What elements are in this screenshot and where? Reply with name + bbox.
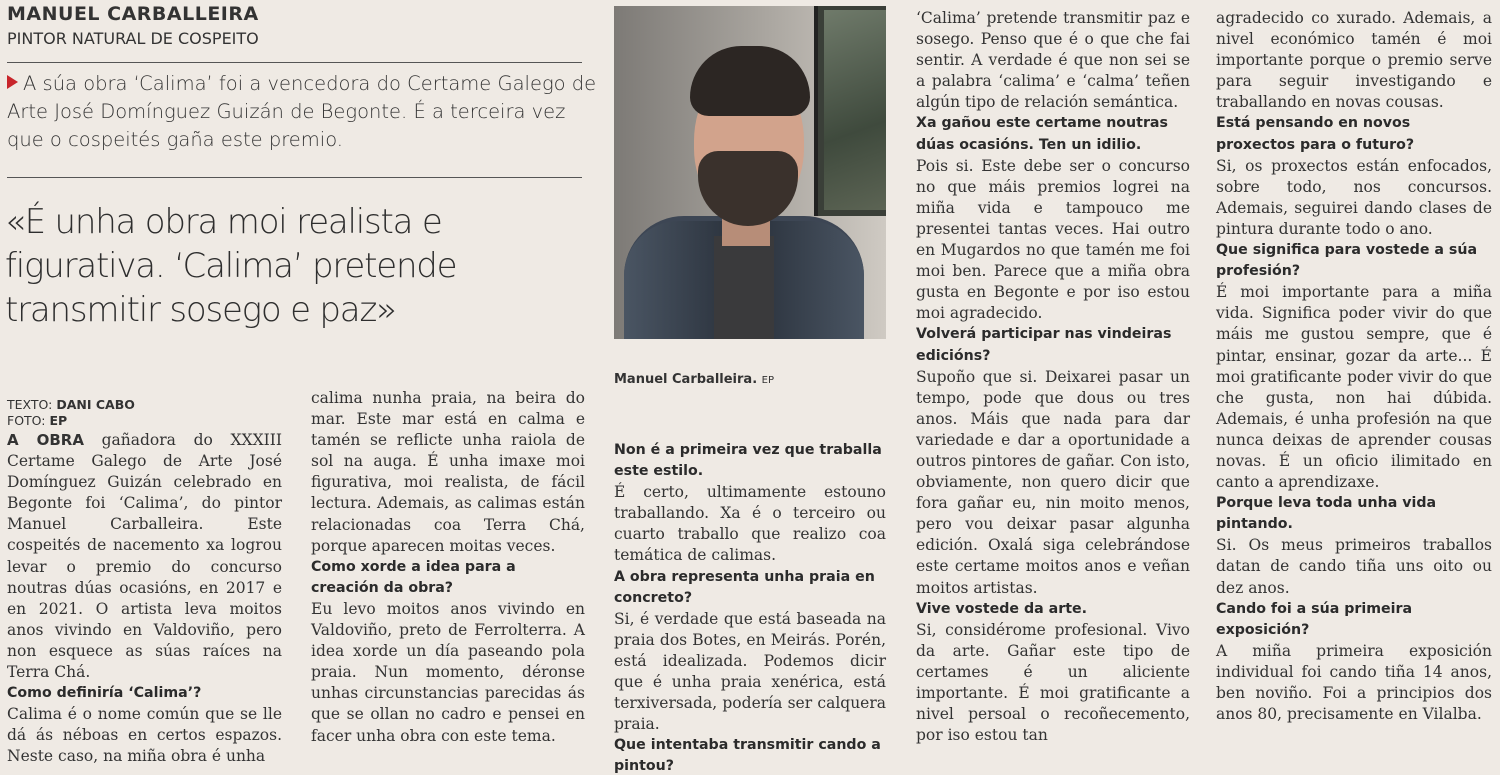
author-role: PINTOR NATURAL DE COSPEITO — [7, 29, 259, 48]
photo-credit-label: FOTO: — [7, 413, 46, 428]
answer-5: ‘Calima’ pretende transmitir paz e sosego. Penso que é o que che fai sentir. A verdade é que non sei se a palabra ‘calima’ e ‘calma’ teñen algún tipo de relación semántica. — [916, 9, 1190, 112]
article-column-1 — [7, 430, 282, 768]
question-3: Non é a primeira vez que traballa este estilo. — [614, 442, 882, 480]
question-12: Cando foi a súa primeira exposición? — [1216, 600, 1413, 638]
answer-2: Eu levo moitos anos vivindo en Valdoviño, preto de Ferrolterra. A idea xorde un día paseando pola praia. Nun momento, déronse unhas circunstancias parecidas ás que se ollan no cadro e pensei en facer unha obra con este tema. — [311, 599, 585, 745]
question-8: Vive vostede da arte. — [916, 600, 1087, 617]
question-5: Que intentaba transmitir cando a pintou? — [614, 737, 881, 775]
answer-10: É moi importante para a miña vida. Significa poder vivir do que máis me gustou sempre, que é pintar, ensinar, gozar da arte... É moi gratificante poder vivir do que che gusta, non hai dúbida. Ademais, é unha profesión na que nunca deixas de aprender cousas novas. É un oficio ilimitado en canto a aprendizaxe. — [1216, 283, 1492, 492]
answer-6: Pois si. Este debe ser o concurso no que máis premios logrei na miña vida e tampouco me presentei tantas veces. Hai outro en Mugardos no que tamén me foi moi ben. Parece que a miña obra gusta en Begonte e por iso estou moi agradecido. — [916, 156, 1190, 323]
photo-credit — [7, 413, 67, 428]
question-7: Volverá participar nas vindeiras edicións? — [916, 326, 1172, 364]
header-divider — [7, 62, 582, 63]
question-11: Porque leva toda unha vida pintando. — [1216, 495, 1437, 533]
photo-caption-name: Manuel Carballeira. — [614, 372, 758, 387]
intro-text: gañadora do XXXIII Certame Galego de Arte José Domínguez Guizán celebrado en Begonte foi ‘Calima’, do pintor Manuel Carballeira. Este cospeités de nacemento xa logrou levar o premio do concurso noutras dúas ocasións, en 2017 e en 2021. O artista leva moitos anos vivindo en Valdoviño, pero non esquece as súas raíces na Terra Chá. — [7, 431, 282, 682]
answer-7: Supoño que si. Deixarei pasar un tempo, pode que dous ou tres anos. Máis que nada para dar variedade e dar a oportunidade a outros pintores de gañar. Con isto, obviamente, non quero dicir que fora gañar eu, nin moito menos, pero vou deixar pasar algunha edición. Oxalá siga celebrándose este certame moitos anos e veñan moitos artistas. — [916, 367, 1190, 597]
answer-8-part-1: Si, considérome profesional. Vivo da arte. Gañar este tipo de certames é un aliciente importante. É moi gratificante a nivel persoal o recoñecemento, por iso estou tan — [916, 620, 1190, 745]
article-column-3 — [614, 440, 886, 775]
question-2: Como xorde a idea para a creación da obra? — [311, 558, 516, 596]
painting-frame — [814, 6, 886, 216]
article-intro — [7, 430, 282, 683]
answer-3: É certo, ultimamente estouno traballando. Xa é o terceiro ou cuarto traballo que realizo coa temática de calimas. — [614, 483, 886, 565]
intro-lead: A OBRA — [7, 431, 84, 449]
pull-quote: «É unha obra moi realista e figurativa. ‘Calima’ pretende transmitir sosego e paz» — [5, 202, 457, 330]
portrait-photo — [614, 6, 886, 367]
red-triangle-icon — [7, 75, 18, 89]
photo-credit-author: EP — [49, 413, 68, 428]
author-name: MANUEL CARBALLEIRA — [7, 3, 259, 25]
photo-caption-source: EP — [761, 375, 775, 386]
text-credit — [7, 397, 135, 412]
lead-divider — [7, 177, 582, 178]
article-column-4 — [916, 8, 1190, 746]
photo-caption — [614, 372, 774, 387]
lead-text: A súa obra ‘Calima’ foi a vencedora do Certame Galego de Arte José Domínguez Guizán de Begonte. É a terceira vez que o cospeités gaña este premio. — [7, 72, 597, 151]
article-column-5 — [1216, 8, 1492, 725]
answer-1-part-2: calima nunha praia, na beira do mar. Este mar está en calma e tamén se reflicte unha raiola de sol na auga. É unha imaxe moi figurativa, moi realista, de fácil lectura. Ademais, as calimas están relacionadas coa Terra Chá, porque aparecen moitas veces. — [311, 389, 585, 555]
question-9: Está pensando en novos proxectos para o futuro? — [1216, 115, 1415, 153]
question-4: A obra representa unha praia en concreto? — [614, 568, 875, 606]
answer-8-part-2: agradecido co xurado. Ademais, a nivel económico tamén é moi importante porque o premio serve para seguir investigando e traballando en novas cousas. — [1216, 9, 1492, 112]
answer-1-part-1: Calima é o nome común que se lle dá ás néboas en certos espazos. Neste caso, na miña obra é unha — [7, 705, 282, 766]
answer-4: Si, é verdade que está baseada na praia dos Botes, en Meirás. Porén, está idealizada. Podemos dicir que é unha praia xenérica, está terxiversada, podería ser calquera praia. — [614, 609, 886, 734]
lead-paragraph — [7, 70, 597, 154]
answer-9: Si, os proxectos están enfocados, sobre todo, nos concursos. Ademais, seguirei dando clases de pintura durante todo o ano. — [1216, 156, 1492, 238]
article-column-2 — [311, 388, 585, 747]
question-10: Que significa para vostede a súa profesión? — [1216, 242, 1478, 280]
question-6: Xa gañou este certame noutras dúas ocasións. Ten un idilio. — [916, 115, 1168, 153]
answer-12: A miña primeira exposición individual foi cando tiña 14 anos, ben noviño. Foi a principios dos anos 80, precisamente en Vilalba. — [1216, 641, 1492, 724]
text-credit-label: TEXTO: — [7, 397, 53, 412]
question-1: Como definiría ‘Calima’? — [7, 685, 202, 702]
answer-11: Si. Os meus primeiros traballos datan de cando tiña uns oito ou dez anos. — [1216, 536, 1492, 597]
text-credit-author: DANI CABO — [56, 397, 135, 412]
